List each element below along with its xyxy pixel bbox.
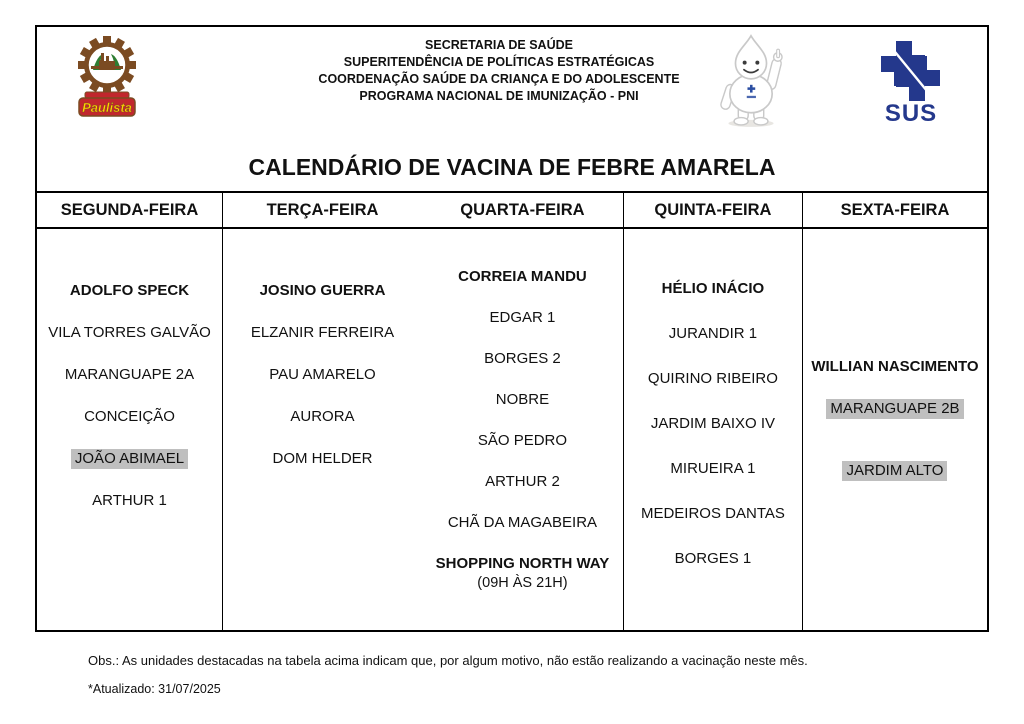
column-quinta xyxy=(624,229,803,630)
unit-item: NOBRE xyxy=(495,391,550,408)
unit-item: QUIRINO RIBEIRO xyxy=(647,370,778,387)
column-header-sexta: SEXTA-FEIRA xyxy=(840,201,950,219)
column-header-quarta: QUARTA-FEIRA xyxy=(422,193,624,227)
org-line-2: SUPERITENDÊNCIA DE POLÍTICAS ESTRATÉGICAS xyxy=(343,55,655,69)
unit-item: VILA TORRES GALVÃO xyxy=(48,324,211,341)
unit-item: CORREIA MANDU xyxy=(458,268,587,285)
org-line-3: COORDENAÇÃO SAÚDE DA CRIANÇA E DO ADOLESCENTE xyxy=(318,72,680,86)
unit-item: JURANDIR 1 xyxy=(668,325,758,342)
column-header-terca: TERÇA-FEIRA xyxy=(266,201,379,219)
column-quarta xyxy=(422,229,624,630)
unit-item: CONCEIÇÃO xyxy=(84,408,175,425)
sus-logo xyxy=(853,35,973,127)
unit-item: BORGES 2 xyxy=(484,350,561,367)
sus-cross-icon xyxy=(853,35,973,127)
unit-item: MEDEIROS DANTAS xyxy=(640,505,785,522)
ze-gotinha-mascot-icon xyxy=(705,33,797,129)
sus-logo-label: SUS xyxy=(884,100,938,127)
unit-item: MARANGUAPE 2B xyxy=(826,399,963,419)
unit-item: BORGES 1 xyxy=(674,550,752,567)
unit-item: SHOPPING NORTH WAY (09H ÀS 21H) xyxy=(435,555,610,591)
unit-item: CHÃ DA MAGABEIRA xyxy=(447,514,598,531)
unit-item: JOSINO GUERRA xyxy=(259,282,386,299)
unit-item: WILLIAN NASCIMENTO xyxy=(811,358,979,375)
document-header xyxy=(37,27,987,147)
unit-item: JOÃO ABIMAEL xyxy=(71,449,188,469)
org-line-4: PROGRAMA NACIONAL DE IMUNIZAÇÃO - PNI xyxy=(359,89,639,103)
unit-item: AURORA xyxy=(290,408,355,425)
unit-item: HÉLIO INÁCIO xyxy=(661,280,765,297)
paulista-logo xyxy=(61,35,153,127)
column-sexta xyxy=(803,229,987,630)
unit-item: MIRUEIRA 1 xyxy=(670,460,756,477)
paulista-logo-label: Paulista xyxy=(82,100,132,115)
document-title: CALENDÁRIO DE VACINA DE FEBRE AMARELA xyxy=(248,154,776,180)
unit-item: ELZANIR FERREIRA xyxy=(250,324,395,341)
footer-note: Obs.: As unidades destacadas na tabela acima indicam que, por algum motivo, não estão realizando a vacinação neste mês. xyxy=(88,653,808,668)
unit-item: JARDIM ALTO xyxy=(842,461,947,481)
column-header-quinta: QUINTA-FEIRA xyxy=(624,193,803,227)
table-body xyxy=(37,229,987,630)
unit-item: PAU AMARELO xyxy=(269,366,376,383)
unit-item-hours: (09H ÀS 21H) xyxy=(477,575,568,591)
table-header-row xyxy=(37,191,987,229)
unit-item: SÃO PEDRO xyxy=(477,432,568,449)
unit-item: DOM HELDER xyxy=(272,450,373,467)
column-segunda xyxy=(37,229,223,630)
document-frame xyxy=(35,25,989,632)
column-terca xyxy=(223,229,422,630)
unit-item: ARTHUR 1 xyxy=(92,492,167,509)
unit-item: ARTHUR 2 xyxy=(485,473,560,490)
org-line-1: SECRETARIA DE SAÚDE xyxy=(425,38,573,52)
footer-updated: *Atualizado: 31/07/2025 xyxy=(88,682,221,696)
unit-item: MARANGUAPE 2A xyxy=(64,366,195,383)
paulista-gear-icon xyxy=(61,35,153,127)
org-lines xyxy=(289,37,709,105)
unit-item: JARDIM BAIXO IV xyxy=(650,415,776,432)
unit-item: ADOLFO SPECK xyxy=(69,282,190,299)
unit-item: EDGAR 1 xyxy=(489,309,556,326)
column-header-segunda: SEGUNDA-FEIRA xyxy=(37,193,223,227)
